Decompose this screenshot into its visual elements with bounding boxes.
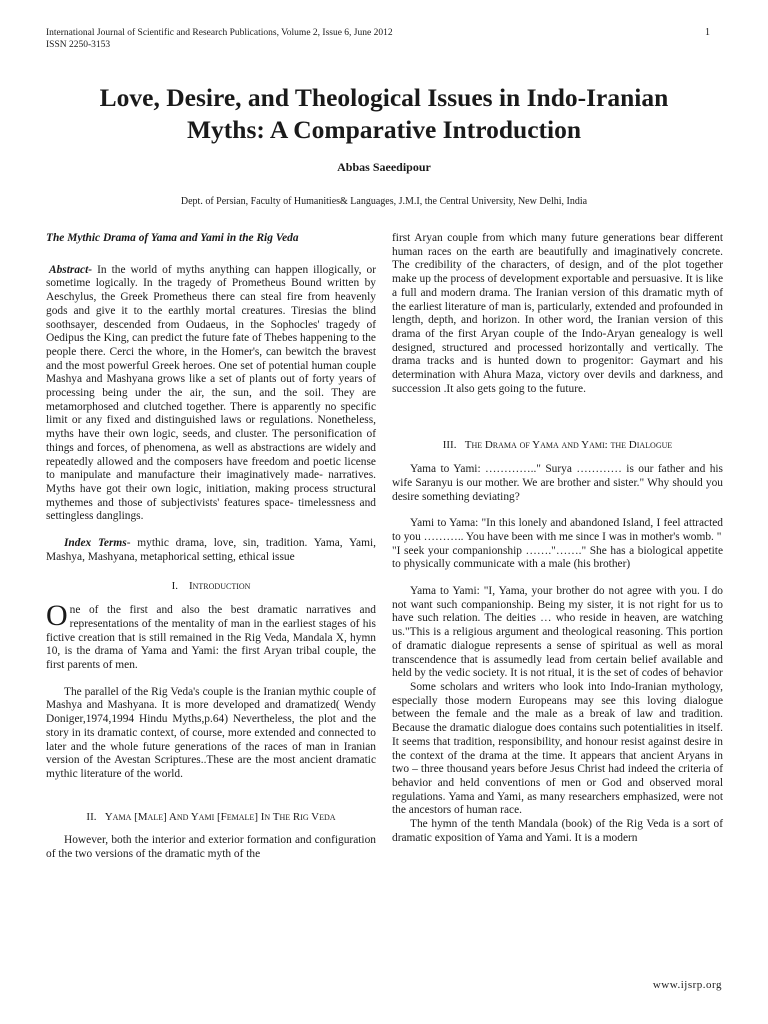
section-title: Yama [Male] And Yami [Female] In The Rig Veda bbox=[104, 810, 336, 823]
journal-header bbox=[46, 27, 393, 51]
dialogue-4: Yama to Yami: "I, Yama, your brother do not agree with you. I do not want such companionship. Being my sister, it is not right for us to have such relation. The deities … who reside in heaven, are watching us."This is a religious argument and theological reasoning. This portion of dramatic dialogue represents a sense of spiritual as well as moral transcendence that is assumedly lead from certain belief available and held by the vedic society. It is not ritual, it is the set of codes of behavior bbox=[392, 585, 723, 680]
section-subheading: The Mythic Drama of Yama and Yami in the Rig Veda bbox=[46, 232, 299, 244]
section-heading-introduction bbox=[46, 580, 376, 594]
affiliation: Dept. of Persian, Faculty of Humanities& Languages, J.M.I, the Central University, New Delhi, India bbox=[180, 196, 588, 207]
right-column bbox=[392, 232, 723, 845]
left-column bbox=[46, 232, 376, 862]
dialogue-2: Yami to Yama: "In this lonely and abandoned Island, I feel attracted to you ……….. You have been with me since I was in mother's womb. " bbox=[392, 517, 723, 543]
section-2-paragraph: However, both the interior and exterior formation and configuration of the two versions of the dramatic myth of the bbox=[46, 834, 376, 861]
section-number: I. bbox=[171, 580, 178, 593]
journal-name: International Journal of Scientific and Research Publications, Volume 2, Issue 6, June 2012 bbox=[46, 28, 393, 38]
intro-paragraph-1 bbox=[46, 599, 376, 673]
abstract-text: In the world of myths anything can happen illogically, or sometime logically. In the tragedy of Prometheus Bound written by Aeschylus, the Greek Prometheus there can steal fire from heavenly gods and give it to the earthly mortal creatures. Tiresias the blind soothsayer, descended from Oudaeus, in the Sophocles' tragedy of Oedipus the King, can predict the future fate of Thebes happening to the people there. Cerci the whore, in the Homer's, can bewitch the bravest and the most powerful Greek heroes. One set of potential human couple Mashya and Mashyana grows like a set of plants out of forty years of processing being under the air, the sun, and the soil. They are metamorphosed and clutched together. There is apparently no specific limit or any fixed and distinguished laws or regulations. Nonetheless, myths have their own logic, seeds, and cluster. The personification of things and forces, of phenomena, as well as abstractions are widely and repeatedly allowed and the composers have freedom and poetic license to manipulate and manufacture their imaginatively made- narratives. Myths have got their own logic, initiation, making process structural mythemes and those of subjectivists' features space- timelessness and settingless danglings. bbox=[46, 263, 376, 523]
index-terms bbox=[46, 537, 376, 564]
section-title: Introduction bbox=[188, 580, 251, 593]
author-name: Abbas Saeedipour bbox=[337, 160, 431, 174]
abstract bbox=[46, 264, 376, 524]
section-title: The Drama of Yama and Yami: the Dialogue bbox=[464, 439, 673, 452]
index-terms-label: Index Terms bbox=[64, 537, 127, 550]
section-heading-2 bbox=[46, 811, 376, 825]
section-number: III. bbox=[442, 439, 457, 452]
section-heading-3 bbox=[392, 439, 723, 453]
title-line-2: Myths: A Comparative Introduction bbox=[186, 115, 582, 144]
page-number: 1 bbox=[705, 27, 710, 38]
issn: ISSN 2250-3153 bbox=[46, 40, 111, 50]
footer-url: www.ijsrp.org bbox=[652, 979, 722, 991]
section-number: II. bbox=[86, 810, 97, 823]
intro-paragraph-2: The parallel of the Rig Veda's couple is the Iranian mythic couple of Mashya and Mashyana. It is more developed and dramatized( Wendy Doniger,1974,1994 Hindu Myths,p.64) Nevertheless, the plot and the story in its dramatic context, of course, more extended and connected to later and the whole future generations of the races of man in Iranian version of the Avestan Scriptures..These are the most ancient dramatic mythic literature of the world. bbox=[46, 685, 376, 780]
body-paragraph-2: Some scholars and writers who look into Indo-Iranian mythology, especially those modern Europeans may see this loving dialogue between the female and the male as a break of law and tradition. Because the dramatic dialogue does contains such potentialities in itself. It seems that tradition, responsibility, and honour resist against desire in the context of the drama at the time. It appears that ancient Aryans in two – three thousand years before Jesus Christ had indeed the criteria of behavior and held conventions of men or God and observed moral regulations. Yama and Yami, as many researchers emphasized, were not the ancestors of human race. bbox=[392, 680, 723, 817]
drop-cap: O bbox=[46, 599, 68, 633]
intro-paragraph-1-text: ne of the first and also the best dramatic narratives and representations of the mentality of man in the earliest stages of his fictive creation that is still remained in the Rig Veda, Mandala X, hymn 10, is the drama of Yama and Yami: the first Aryan tribal couple, the first parents of men. bbox=[46, 604, 376, 671]
index-terms-text: - mythic drama, love, sin, tradition. Yama, Yami, Mashya, Mashyana, metaphorical setting, ethical issue bbox=[46, 537, 376, 563]
title-line-1: Love, Desire, and Theological Issues in Indo-Iranian bbox=[99, 83, 669, 112]
paper-title bbox=[46, 82, 722, 146]
dialogue-1: Yama to Yami: ………….." Surya ………… is our father and his wife Saranyu is our mother. We are brother and sister." Why should you desire something deviating? bbox=[392, 463, 723, 503]
continued-paragraph: first Aryan couple from which many future generations bear different human races on the earth are beautifully and imaginatively concrete. The credibility of the characters, of design, and of the plot together make up the process of development exportable and persuasive. It is like a full and modern drama. The Iranian version of this dramatic myth of the earliest literature of man is, particularly, extended and profounded in length, depth, and horizon. In other word, the Iranian version of this drama of the first Aryan couple of the Indo-Aryan genealogy is well designed, structured and processed horizontally and vertically. The drama tracks and is hunted down to progenitor: Gaymart and his determination with Ahura Maza, victory over devils and darkness, and succession .It also gets going to the future. bbox=[392, 232, 723, 395]
body-paragraph-3: The hymn of the tenth Mandala (book) of the Rig Veda is a sort of dramatic exposition of Yama and Yami. It is a modern bbox=[392, 818, 723, 844]
dialogue-3: "I seek your companionship ……."……." She has a biological appetite to physically communicate with a male (his brother) bbox=[392, 544, 723, 571]
abstract-label: Abstract- bbox=[49, 263, 93, 276]
